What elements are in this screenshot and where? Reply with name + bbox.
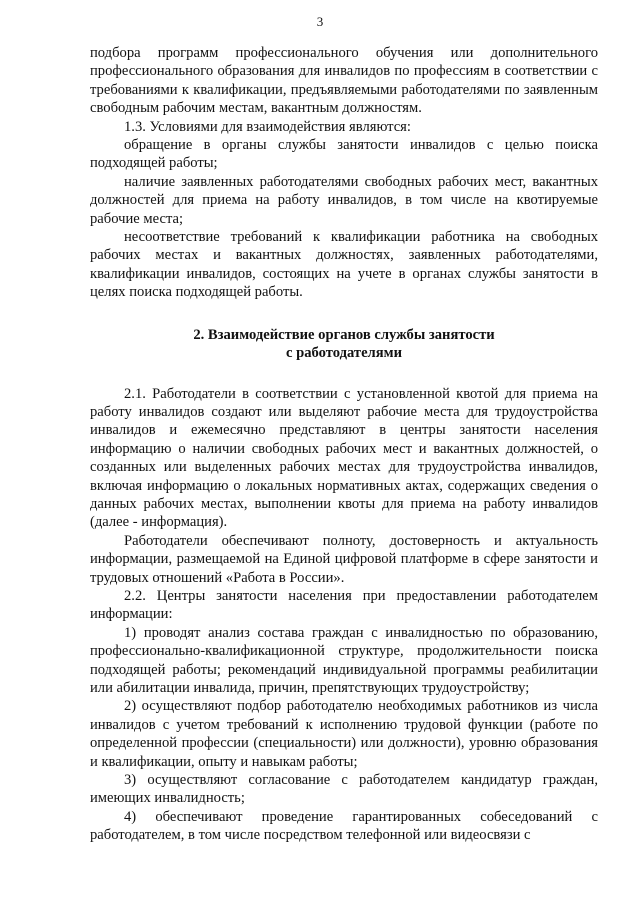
section-2-heading-line: 2. Взаимодействие органов службы занятости bbox=[193, 326, 495, 343]
section-2-2-item: 3) осуществляют согласование с работодателем кандидатур граждан, имеющих инвалидность; bbox=[90, 772, 598, 807]
section-2-1-second-paragraph: Работодатели обеспечивают полноту, достоверность и актуальность информации, размещаемой на Единой цифровой платформе в сфере занятости и трудовых отношений «Работа в России». bbox=[90, 532, 598, 586]
section-1-3-item: обращение в органы службы занятости инвалидов с целью поиска подходящей работы; bbox=[90, 137, 598, 172]
page-number: 3 bbox=[316, 14, 324, 29]
intro-continuation-paragraph: подбора программ профессионального обучения или дополнительного профессионального образования для инвалидов по профессиям в соответствии с требованиями к квалификации, предъявляемыми работодателями по заявленным свободным рабочим местам, вакантным должностям. bbox=[90, 45, 598, 117]
section-2-2-item: 2) осуществляют подбор работодателю необходимых работников из числа инвалидов с учетом требований к исполнению трудовой функции (работе по определенной профессии (специальности) или должности), уровню образования и квалификации, опыту и навыкам работы; bbox=[90, 698, 598, 770]
section-2-1-paragraph: 2.1. Работодатели в соответствии с установленной квотой для приема на работу инвалидов создают или выделяют рабочие места для трудоустройства инвалидов и ежемесячно представляют в центры занятости населения информацию о наличии свободных рабочих мест и вакантных должностей, о созданных или выделенных рабочих местах для трудоустройства инвалидов, включая информацию о локальных нормативных актах, содержащих сведения о данных рабочих местах, выполнении квоты для приема на работу инвалидов (далее - информация). bbox=[90, 385, 598, 531]
section-2-2-item: 4) обеспечивают проведение гарантированных собеседований с работодателем, в том числе посредством телефонной или видеосвязи с bbox=[90, 808, 598, 844]
section-1-3-item: несоответствие требований к квалификации работника на свободных рабочих местах и вакантных должностях, заявленных работодателями, квалификации инвалидов, состоящих на учете в органах службы занятости в целях поиска подходящей работы. bbox=[90, 229, 598, 301]
section-1-3-item: наличие заявленных работодателями свободных рабочих мест, вакантных должностей для приема на работу инвалидов, в том числе на квотируемые рабочие места; bbox=[90, 173, 598, 227]
section-2-2-item: 1) проводят анализ состава граждан с инвалидностью по образованию, профессионально-квалификационной структуре, продолжительности поиска подходящей работы; рекомендаций индивидуальной программы реабилитации или абилитации инвалида, причин, препятствующих трудоустройству; bbox=[90, 624, 598, 696]
section-2-heading-line: с работодателями bbox=[286, 345, 402, 362]
section-2-2-lead: 2.2. Центры занятости населения при предоставлении работодателем информации: bbox=[90, 587, 598, 623]
section-2-heading bbox=[90, 326, 598, 363]
document-body bbox=[90, 44, 598, 845]
section-1-3-lead: 1.3. Условиями для взаимодействия являются: bbox=[124, 118, 411, 135]
